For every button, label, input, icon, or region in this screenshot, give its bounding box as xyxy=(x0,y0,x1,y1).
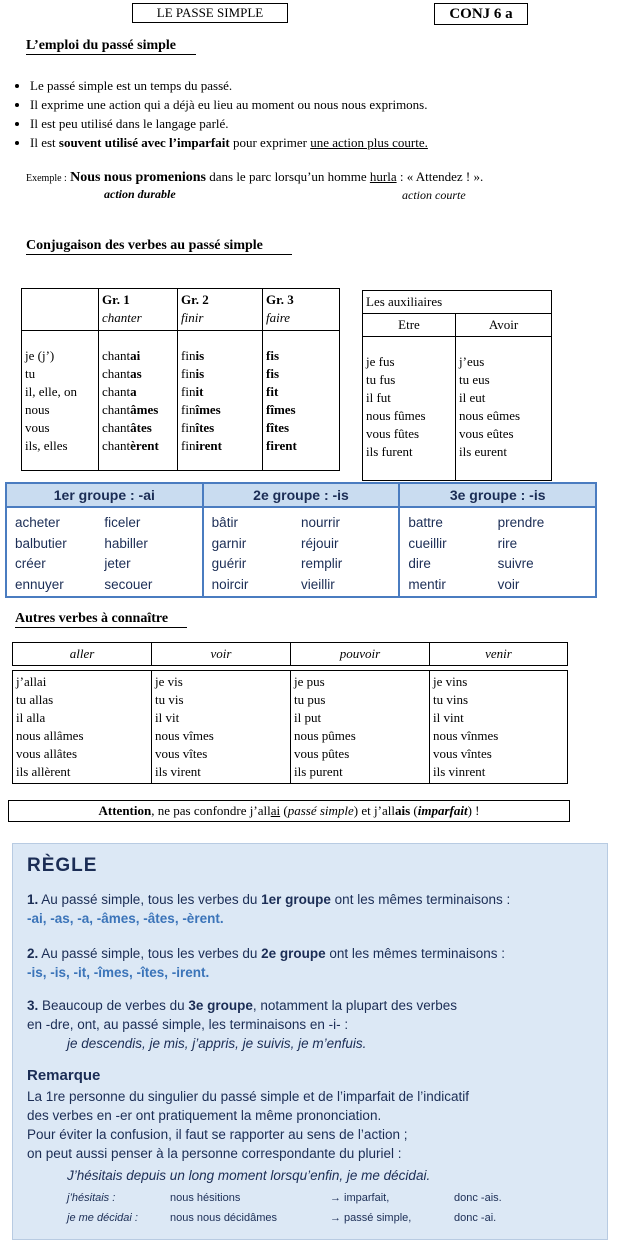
voir-col: je vis tu vis il vit nous vîmes vous vîtes ils virent xyxy=(152,671,291,784)
autres-head-aller: aller xyxy=(13,643,152,666)
example-note-durable: action durable xyxy=(104,187,176,201)
header-code: CONJ 6 a xyxy=(434,3,528,25)
emploi-title: L’emploi du passé simple xyxy=(26,38,196,55)
regle-1: 1. Au passé simple, tous les verbes du 1er groupe ont les mêmes terminaisons : -ai, -as, -a, -âmes, -âtes, -èrent. xyxy=(27,892,511,926)
group3-header: 3e groupe : -is xyxy=(449,487,546,503)
group2-verbs: bâtir nourrir garnir réjouir guérir remplir noircir vieillir xyxy=(204,508,401,596)
autres-table xyxy=(12,670,568,784)
autres-title: Autres verbes à connaître xyxy=(15,611,187,628)
bullet-4: • Il est souvent utilisé avec l’imparfait pour exprimer une action plus courte. xyxy=(30,133,620,152)
aux-title: Les auxiliaires xyxy=(363,291,552,314)
pronoun-col: je (j’) tu il, elle, on nous vous ils, elles xyxy=(22,331,99,471)
header-title: LE PASSE SIMPLE xyxy=(132,3,288,23)
pouvoir-col: je pus tu pus il put nous pûmes vous pûtes ils purent xyxy=(291,671,430,784)
autres-head-voir: voir xyxy=(152,643,291,666)
regle-title: RÈGLE xyxy=(27,855,98,876)
example-line: Exemple : Nous nous promenions dans le parc lorsqu’un homme hurla : « Attendez ! ». xyxy=(26,169,484,185)
aller-col: j’allai tu allas il alla nous allâmes vous allâtes ils allèrent xyxy=(13,671,152,784)
gr3-col: fis fis fit fîmes fîtes firent xyxy=(263,331,340,471)
aux-avoir-head: Avoir xyxy=(456,314,552,337)
remarque-title: Remarque xyxy=(27,1067,101,1084)
emploi-bullets xyxy=(0,76,620,152)
aux-etre-head: Etre xyxy=(363,314,456,337)
conj-title: Conjugaison des verbes au passé simple xyxy=(26,238,292,255)
verb-groups-box xyxy=(5,482,597,598)
autres-head-venir: venir xyxy=(430,643,568,666)
group2-header: 2e groupe : -is xyxy=(204,484,401,506)
bullet-1: • Le passé simple est un temps du passé. xyxy=(30,76,620,95)
gr1-col: chantai chantas chanta chantâmes chantâtes chantèrent xyxy=(99,331,178,471)
remarque-text: La 1re personne du singulier du passé simple et de l’imparfait de l’indicatif des verbes en -er ont pratiquement la même prononciation. Pour éviter la confusion, il faut se rapporter au sens de l’action ; on peut aussi penser à la personne correspondante du pluriel : xyxy=(27,1089,469,1161)
example-note-courte: action courte xyxy=(402,188,466,202)
autres-head-pouvoir: pouvoir xyxy=(291,643,430,666)
autres-header-table xyxy=(12,642,568,666)
example-bold: Nous nous promenions xyxy=(70,170,206,185)
etre-col: je fus tu fus il fut nous fûmes vous fûtes ils furent xyxy=(363,337,456,481)
venir-col: je vins tu vins il vint nous vînmes vous vîntes ils vinrent xyxy=(430,671,568,784)
avoir-col: j’eus tu eus il eut nous eûmes vous eûtes ils eurent xyxy=(456,337,552,481)
gr2-col: finis finis finit finîmes finîtes finirent xyxy=(178,331,263,471)
group1-verbs: acheter ficeler balbutier habiller créer jeter ennuyer secouer xyxy=(7,508,204,596)
bullet-3: • Il est peu utilisé dans le langage parlé. xyxy=(30,114,620,133)
conj-table: Gr. 1 chanter Gr. 2 finir Gr. 3 faire je (j’) tu il, elle, on nous vous ils, elles chantai chantas chanta chantâmes chantâtes chantèrent finis finis finit finîmes finîtes finirent fis fis fit fîmes fîtes firent xyxy=(21,288,340,471)
attention-box: Attention, ne pas confondre j’allai (passé simple) et j’allais (imparfait) ! xyxy=(8,800,570,822)
regle-box: RÈGLE 1. Au passé simple, tous les verbes du 1er groupe ont les mêmes terminaisons : -ai, -as, -a, -âmes, -âtes, -èrent. 2. Au passé simple, tous les verbes du 2e groupe ont les mêmes terminaisons : -is, -is, -it, -îmes, -îtes, -irent. 3. Beaucoup de verbes du 3e groupe, notamment la plupart des verbes en -dre, ont, au passé simple, les terminaisons en -i- : je descendis, je mis, j’appris, je suivis, je m’enfuis. Remarque La 1re personne du singulier du passé simple et de l’imparfait de l’indicatif des verbes en -er ont pratiquement la même prononciation. Pour éviter la confusion, il faut se rapporter au sens de l’action ; on peut aussi penser à la personne correspondante du pluriel : J’hésitais depuis un long moment lorsqu’enfin, je me décidai. j’hésitais : nous hésitions → imparfait, donc -ais. je me décidai : nous nous décidâmes → passé simple, donc -ai. xyxy=(12,843,608,1240)
example-label: Exemple : xyxy=(26,173,67,184)
group1-header: 1er groupe : -ai xyxy=(7,484,204,506)
bullet-2: • Il exprime une action qui a déjà eu lieu au moment ou nous nous exprimons. xyxy=(30,95,620,114)
group3-verbs: battre prendre cueillir rire dire suivre mentir voir xyxy=(408,515,545,592)
aux-table xyxy=(362,290,552,481)
regle-3: 3. Beaucoup de verbes du 3e groupe, notamment la plupart des verbes en -dre, ont, au passé simple, les terminaisons en -i- : je descendis, je mis, j’appris, je suivis, je m’enfuis. xyxy=(27,998,457,1051)
regle-2: 2. Au passé simple, tous les verbes du 2e groupe ont les mêmes terminaisons : -is, -is, -it, -îmes, -îtes, -irent. xyxy=(27,946,505,980)
remarque-example: J’hésitais depuis un long moment lorsqu’enfin, je me décidai. xyxy=(67,1168,431,1183)
